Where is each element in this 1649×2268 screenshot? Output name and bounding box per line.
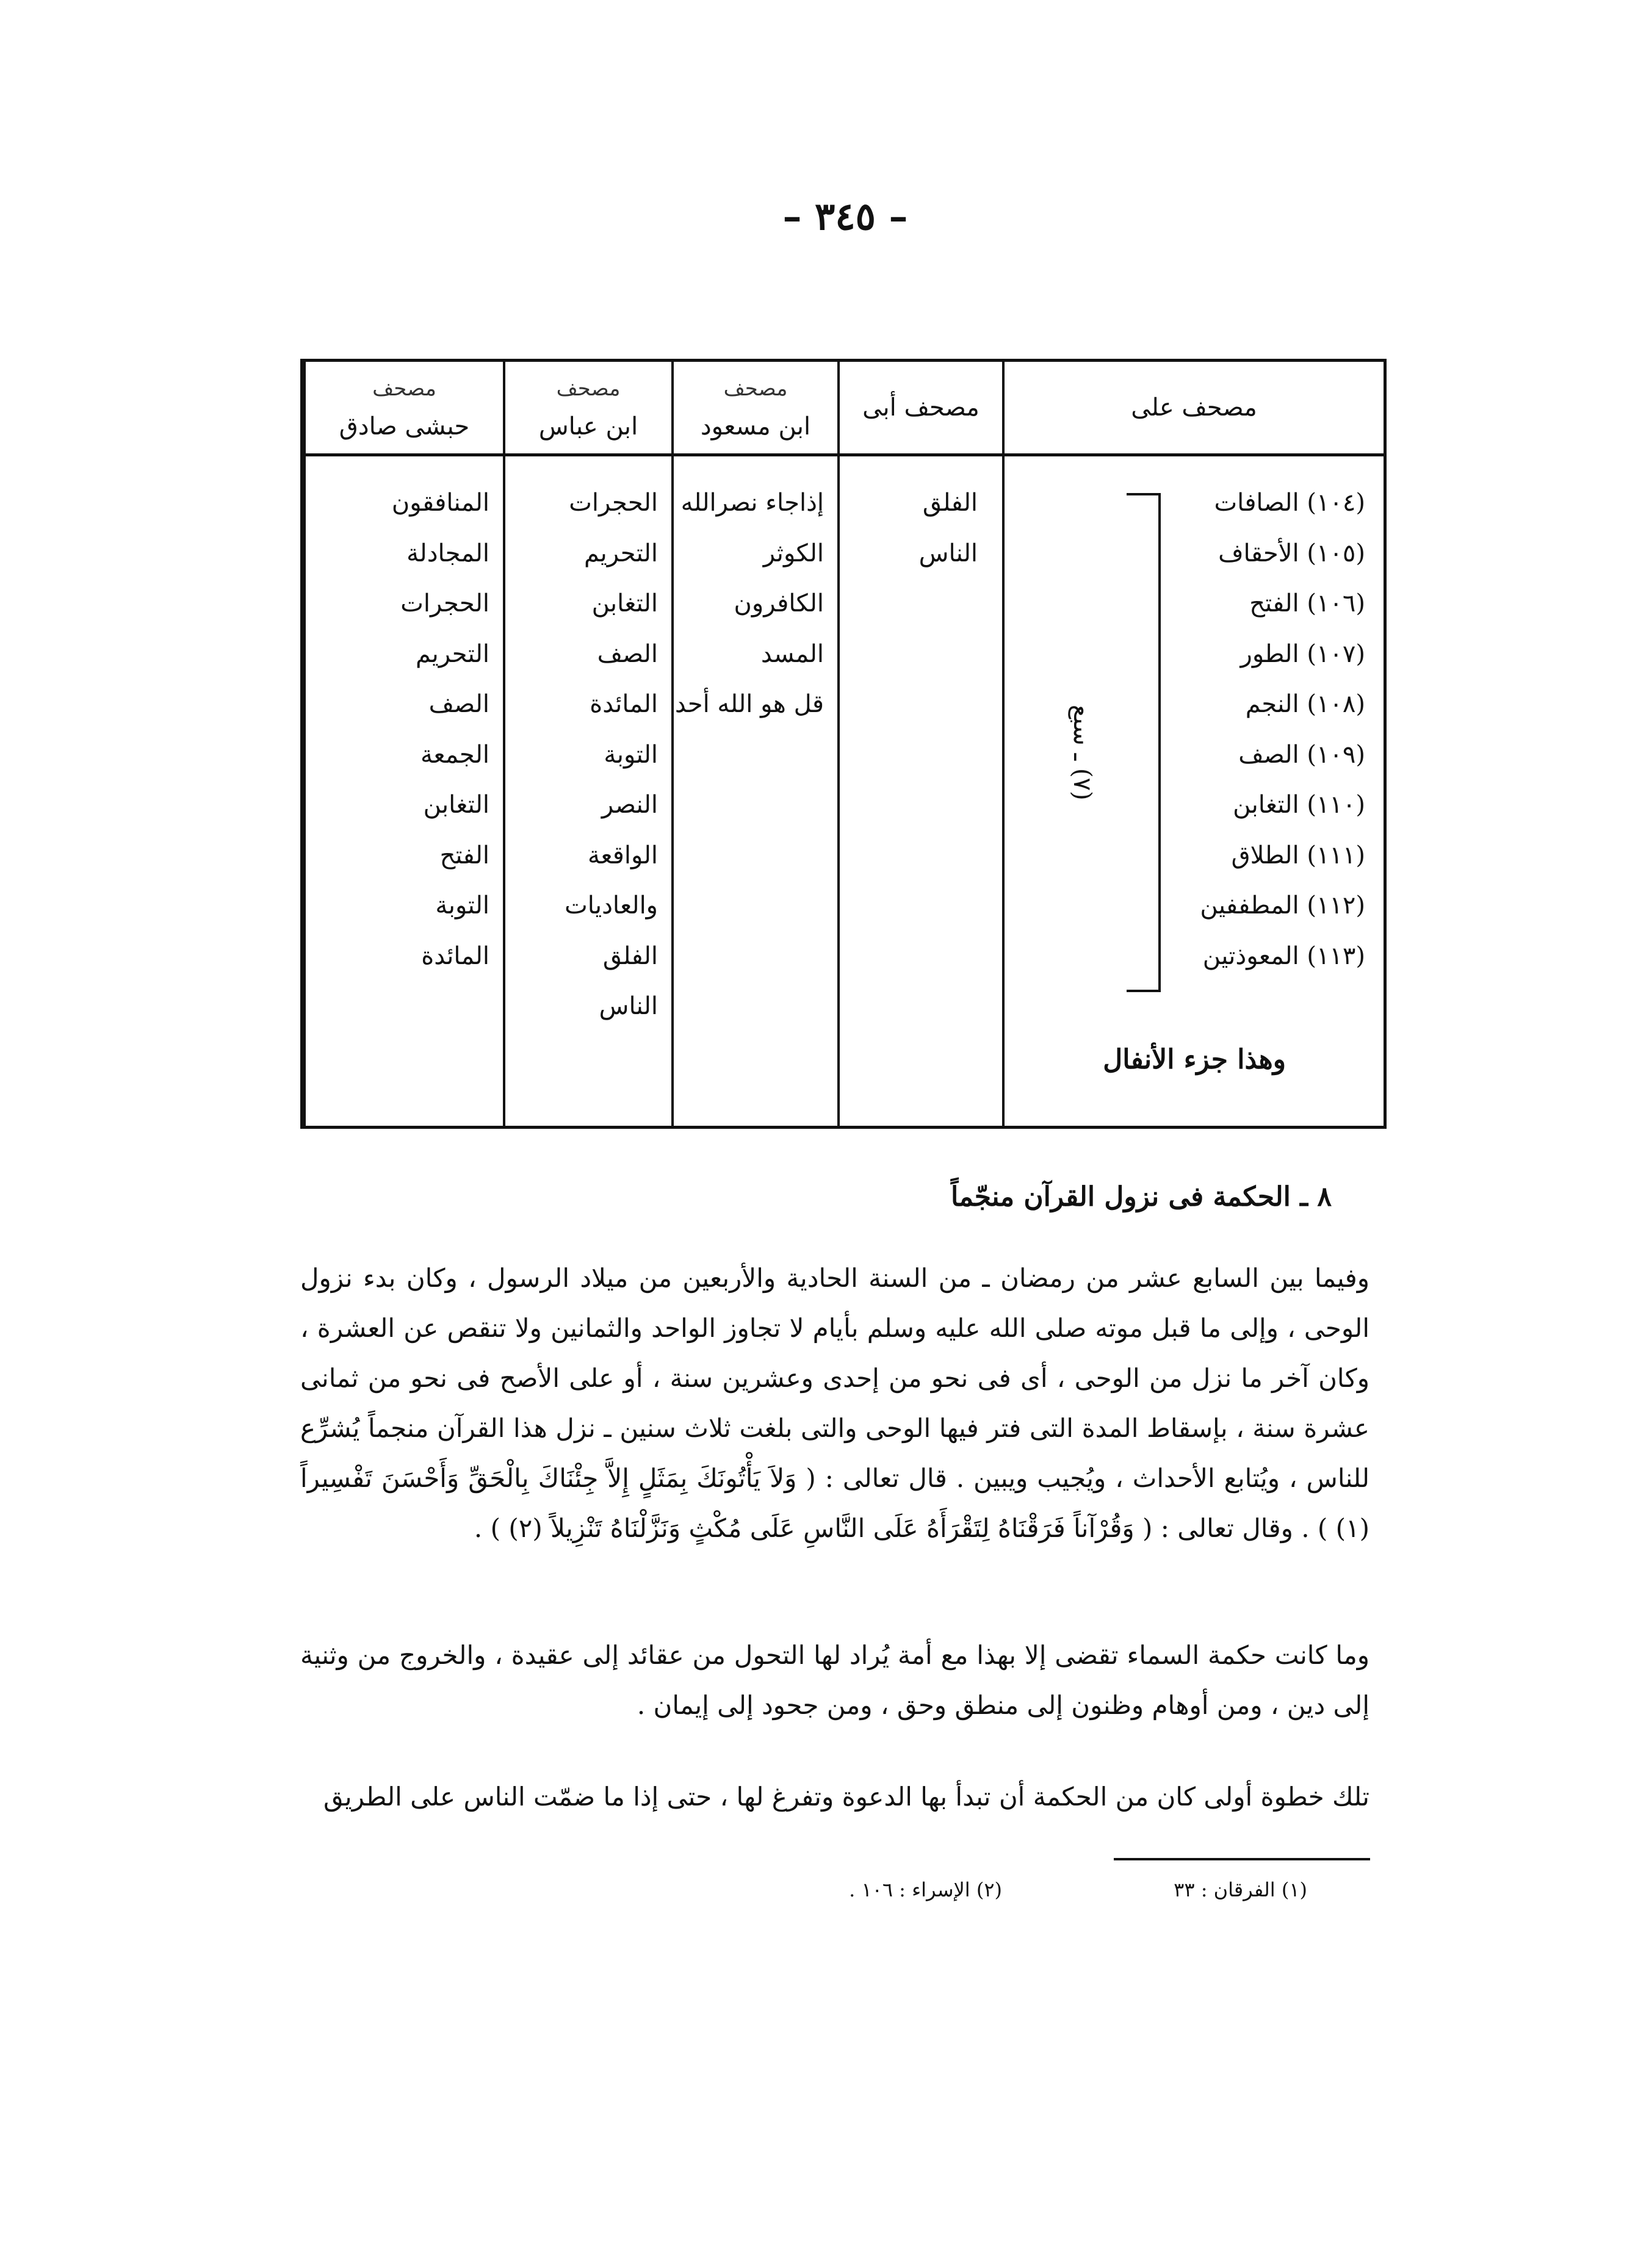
header-ibn-abbas (505, 362, 671, 453)
habashi-list (392, 478, 489, 981)
header-ubay-text: مصحف أبى (862, 394, 980, 422)
list-item: الصف (597, 639, 658, 668)
list-item: الحجرات (569, 489, 658, 517)
header-ibn-masud (674, 362, 837, 453)
list-item: الفلق (602, 941, 658, 970)
bracket-note: (٧) ـ سبع (1068, 704, 1096, 801)
list-item: (١١١) الطلاق (1231, 841, 1365, 869)
list-item: (١٠٨) النجم (1245, 690, 1365, 718)
list-item: إذاجاء نصرالله (680, 489, 824, 517)
section-heading: ٨ ـ الحكمة فى نزول القرآن منجّماً (950, 1181, 1332, 1212)
column-ibn-masud (671, 362, 837, 1126)
paragraph-2: وما كانت حكمة السماء تقضى إلا بهذا مع أمة يُراد لها التحول من عقائد إلى عقيدة ، والخروج من وثنية إلى دين ، ومن أوهام وظنون إلى منطق وحق ، ومن جحود إلى إيمان . (300, 1640, 1369, 1720)
ali-list (1200, 478, 1365, 981)
header-habashi-line1: مصحف (372, 376, 436, 401)
list-item: التوبة (604, 740, 658, 769)
header-habashi (306, 362, 503, 453)
column-ibn-abbas (503, 362, 671, 1126)
list-item: التحريم (583, 539, 658, 567)
list-item: (١٠٧) الطور (1240, 639, 1365, 668)
list-item: (١٠٥) الأحقاف (1218, 539, 1365, 567)
list-item: الكافرون (734, 589, 824, 617)
grouping-bracket (1127, 493, 1161, 992)
list-item: التحريم (415, 639, 489, 668)
list-item: (١٠٤) الصافات (1214, 489, 1365, 517)
list-item: التوبة (435, 891, 489, 920)
list-item: المائدة (421, 941, 489, 970)
list-item: (١١٢) المطففين (1200, 891, 1365, 920)
footnote-2: (٢) الإسراء : ١٠٦ . (849, 1878, 1002, 1901)
list-item: الكوثر (763, 539, 824, 567)
ubay-list (919, 478, 978, 578)
list-item: الصف (428, 690, 489, 718)
list-item: (١٠٩) الصف (1238, 740, 1365, 769)
ali-footer-note: وهذا جزء الأنفال (1103, 1044, 1286, 1075)
list-item: الفتح (439, 841, 489, 869)
list-item: الفلق (922, 489, 978, 517)
list-item: والعاديات (565, 891, 658, 920)
list-item: الجمعة (420, 740, 489, 769)
header-ubay (840, 362, 1002, 453)
list-item: المسد (760, 639, 824, 668)
header-ibn-abbas-line1: مصحف (556, 376, 621, 401)
list-item: الواقعة (588, 841, 658, 869)
ibn-masud-list (675, 478, 824, 730)
header-ibn-masud-line2: ابن مسعود (700, 412, 811, 441)
ibn-abbas-list (565, 478, 658, 1032)
list-item: المجادلة (406, 539, 489, 567)
list-item: (١١٣) المعوذتين (1202, 941, 1365, 970)
header-ibn-masud-line1: مصحف (723, 376, 788, 401)
surah-order-table (300, 359, 1387, 1129)
list-item: (١١٠) التغابن (1233, 791, 1365, 819)
column-ubay (837, 362, 1002, 1126)
header-ali (1005, 362, 1384, 453)
list-item: الناس (918, 539, 978, 567)
list-item: الناس (599, 992, 658, 1020)
list-item: المائدة (590, 690, 658, 718)
list-item: قل هو الله أحد (674, 690, 824, 718)
column-habashi (303, 362, 503, 1126)
list-item: الحجرات (400, 589, 489, 617)
footnote-1: (١) الفرقان : ٣٣ (1174, 1878, 1307, 1901)
list-item: التغابن (423, 791, 489, 819)
list-item: (١٠٦) الفتح (1249, 589, 1365, 617)
list-item: النصر (601, 791, 658, 819)
paragraph-1: وفيما بين السابع عشر من رمضان ـ من السنة الحادية والأربعين من ميلاد الرسول ، وكان بدء نزول الوحى ، وإلى ما قبل موته صلى الله عليه وسلم بأيام لا تجاوز الواحد والثمانين ولا تنقص عن العشرة ، وكان آخر ما نزل من الوحى ، أى فى نحو من إحدى وعشرين سنة ، أو على الأصح فى نحو من ثمانى عشرة سنة ، بإسقاط المدة التى فتر فيها الوحى والتى بلغت ثلاث سنين ـ نزل هذا القرآن منجماً يُشرِّع للناس ، ويُتابع الأحداث ، ويُجيب ويبين . قال تعالى : ( وَلاَ يَأْتُونَكَ بِمَثَلٍ إِلاَّ جِئْنَاكَ بِالْحَقِّ وَأَحْسَنَ تَفْسِيراً (١) ) . وقال تعالى : ( وَقُرْآناً فَرَقْنَاهُ لِتَقْرَأَهُ عَلَى النَّاسِ عَلَى مُكْثٍ وَنَزَّلْنَاهُ تَنْزِيلاً (٢) ) . (300, 1263, 1370, 1543)
header-ibn-abbas-line2: ابن عباس (538, 412, 638, 441)
column-ali (1002, 362, 1384, 1126)
header-habashi-line2: حبشى صادق (339, 412, 470, 441)
paragraph-3: تلك خطوة أولى كان من الحكمة أن تبدأ بها الدعوة وتفرغ لها ، حتى إذا ما ضمّت الناس على الطريق (323, 1782, 1369, 1812)
list-item: التغابن (591, 589, 658, 617)
header-ali-text: مصحف على (1131, 394, 1257, 422)
page-number: – ٣٤٥ – (782, 194, 908, 239)
footnote-divider (1114, 1858, 1370, 1860)
list-item: المنافقون (391, 489, 489, 517)
